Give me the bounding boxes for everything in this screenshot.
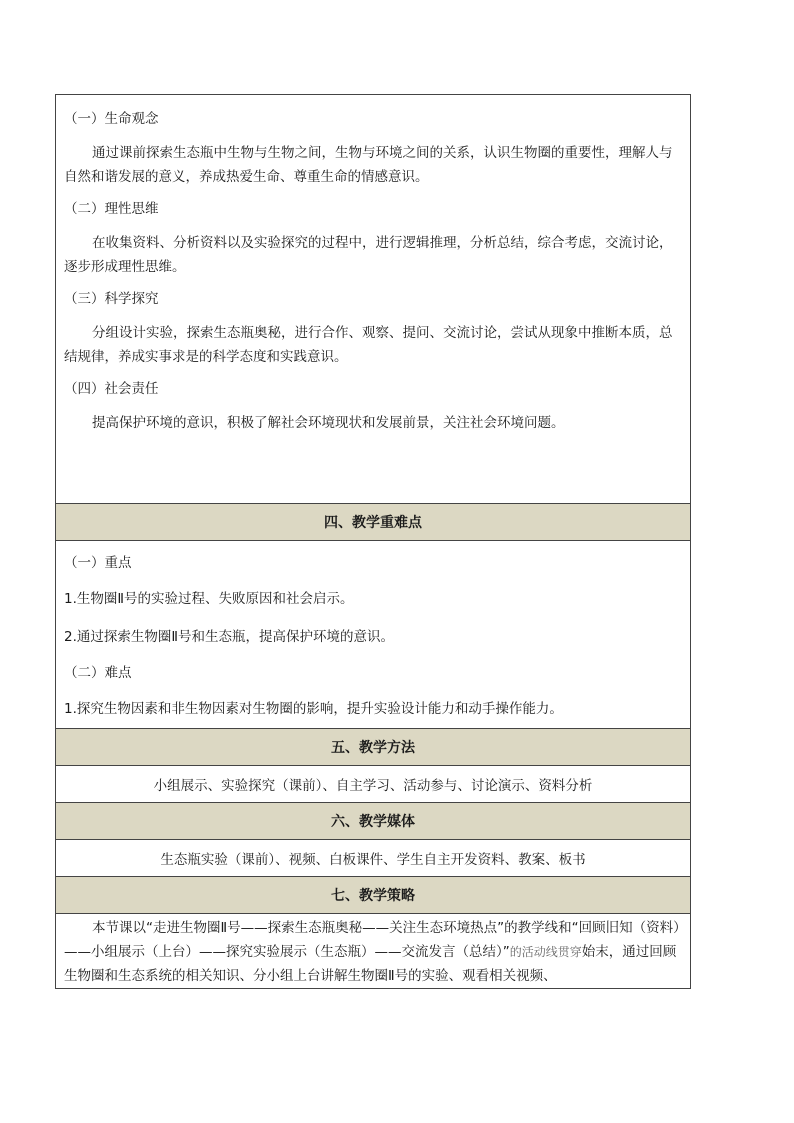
core-literacy-body	[56, 95, 690, 435]
media-text: 生态瓶实验（课前）、视频、白板课件、学生自主开发资料、教案、板书	[160, 852, 586, 868]
methods-header	[56, 729, 690, 766]
strategy-header	[56, 877, 690, 914]
difficulty-heading: （二）难点	[64, 665, 132, 681]
strategy-title: 七、教学策略	[331, 888, 415, 904]
life-concept-text: 通过课前探索生态瓶中生物与生物之间，生物与环境之间的关系，认识生物圈的重要性，理解人与自然和谐发展的意义，养成热爱生命、尊重生命的情感意识。	[64, 145, 673, 185]
media-title: 六、教学媒体	[331, 814, 415, 830]
focus-heading: （一）重点	[64, 555, 132, 571]
rational-thinking-text: 在收集资料、分析资料以及实验探究的过程中，进行逻辑推理，分析总结，综合考虑，交流讨论，逐步形成理性思维。	[64, 235, 673, 275]
strategy-text-tail: 始末，通过回顾生物圈和生态系统的相关知识、分小组上台讲解生物圈Ⅱ号的实验、观看相关视频、	[64, 944, 677, 984]
key-points-body	[56, 541, 690, 721]
media-header	[56, 803, 690, 840]
strategy-paragraph	[64, 916, 682, 988]
life-concept-heading: （一）生命观念	[64, 111, 159, 127]
difficulty-item-1: 1.探究生物因素和非生物因素对生物圈的影响，提升实验设计能力和动手操作能力。	[64, 701, 563, 717]
methods-title: 五、教学方法	[331, 740, 415, 756]
scientific-inquiry-text: 分组设计实验，探索生态瓶奥秘，进行合作、观察、提问、交流讨论，尝试从现象中推断本质，总结规律，养成实事求是的科学态度和实践意识。	[64, 325, 673, 365]
methods-text: 小组展示、实验探究（课前）、自主学习、活动参与、讨论演示、资料分析	[153, 778, 593, 794]
core-literacy-section	[56, 95, 690, 504]
methods-row	[56, 766, 690, 803]
lesson-plan-table	[55, 94, 691, 989]
strategy-section	[56, 914, 690, 988]
scientific-inquiry-heading: （三）科学探究	[64, 291, 159, 307]
strategy-body	[56, 914, 690, 988]
social-responsibility-text: 提高保护环境的意识，积极了解社会环境现状和发展前景，关注社会环境问题。	[92, 415, 565, 431]
social-responsibility-heading: （四）社会责任	[64, 381, 159, 397]
key-points-title: 四、教学重难点	[324, 515, 422, 531]
focus-item-1: 1.生物圈Ⅱ号的实验过程、失败原因和社会启示。	[64, 591, 354, 607]
strategy-text-faint: 的活动线贯穿	[509, 945, 582, 959]
rational-thinking-heading: （二）理性思维	[64, 201, 159, 217]
focus-item-2: 2.通过探索生物圈Ⅱ号和生态瓶，提高保护环境的意识。	[64, 629, 395, 645]
key-points-section	[56, 541, 690, 729]
strategy-text-main: 本节课以“走进生物圈Ⅱ号——探索生态瓶奥秘——关注生态环境热点”的教学线和“回顾旧知（资料）——小组展示（上台）——探究实验展示（生态瓶）——交流发言（总结）”	[64, 920, 680, 960]
key-points-header	[56, 504, 690, 541]
media-row	[56, 840, 690, 877]
